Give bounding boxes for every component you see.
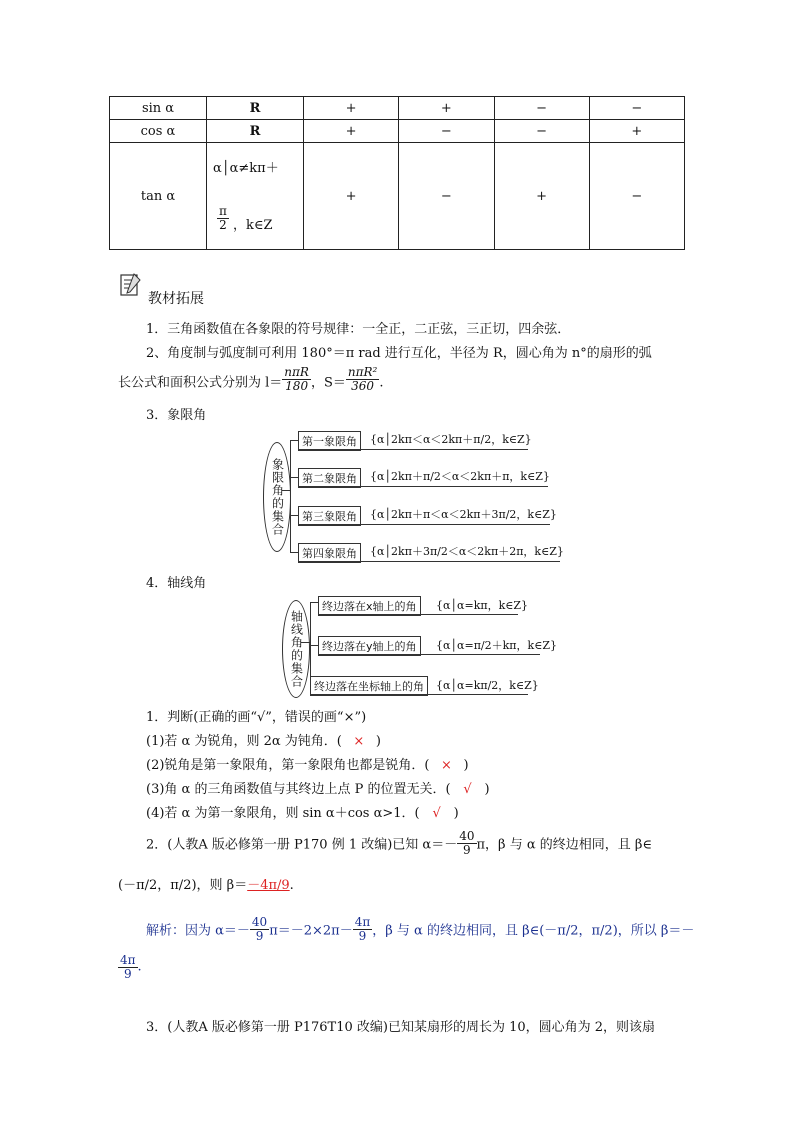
exercise-1-3: (3)角 α 的三角函数值与其终边上点 P 的位置无关．( √ ) (146, 782, 490, 797)
sign-cell: + (304, 143, 399, 250)
quadrant-label-1: 第一象限角 (298, 431, 361, 451)
table-row (110, 143, 685, 250)
item-2-line1: 2、角度制与弧度制可利用 180°＝π rad 进行互化，半径为 R，圆心角为 n°的扇形的弧 (146, 346, 652, 361)
sign-cell: − (494, 120, 589, 143)
sign-cell: − (589, 97, 684, 120)
domain-cell: R (207, 120, 304, 143)
axis-set-3: {α│α=kπ/2，k∈Z} (436, 679, 539, 692)
quadrant-set-3: {α│2kπ＋π＜α＜2kπ＋3π/2，k∈Z} (370, 508, 557, 521)
section-title: 教材拓展 (148, 291, 204, 307)
fn-cell: tan α (110, 143, 207, 250)
sign-cell: + (304, 97, 399, 120)
item-1: 1．三角函数值在各象限的符号规律：一全正，二正弦，三正切，四余弦． (146, 322, 571, 337)
item-4: 4．轴线角 (146, 576, 207, 591)
domain-line1: α│α≠kπ＋ (213, 161, 279, 176)
sign-cell: + (304, 120, 399, 143)
axis-set-1: {α│α=kπ，k∈Z} (436, 599, 529, 612)
sign-cell: + (589, 120, 684, 143)
quadrant-set-1: {α│2kπ＜α＜2kπ＋π/2，k∈Z} (370, 433, 532, 446)
sign-table (109, 96, 685, 250)
exercise-1-1: (1)若 α 为锐角，则 2α 为钝角．( × ) (146, 734, 381, 749)
sign-cell: − (399, 120, 494, 143)
solution-line2: $\frac{4\pi}{9}$ . (120, 953, 142, 981)
quadrant-label-3: 第三象限角 (298, 506, 361, 526)
quadrant-set-2: {α│2kπ＋π/2＜α＜2kπ＋π，k∈Z} (370, 470, 550, 483)
exercise-2-line1: 2．(人教A 版必修第一册 P170 例 1 改编)已知 α＝－ $\frac{40}{9}$ π，β 与 α 的终边相同，且 β∈ (146, 829, 653, 857)
quadrant-label-4: 第四象限角 (298, 543, 361, 563)
axis-oval: 轴线角的集合 (282, 600, 310, 698)
table-row (110, 120, 685, 143)
domain-tail: ，k∈Z (233, 218, 273, 233)
fn-cell: sin α (110, 97, 207, 120)
sign-cell: − (589, 143, 684, 250)
axis-set-2: {α│α=π/2＋kπ，k∈Z} (436, 639, 557, 652)
exercise-3: 3．(人教A 版必修第一册 P176T10 改编)已知某扇形的周长为 10，圆心角为 2，则该扇 (146, 1020, 656, 1035)
sign-cell: + (494, 143, 589, 250)
sign-cell: − (399, 143, 494, 250)
axis-label-2: 终边落在y轴上的角 (318, 636, 421, 656)
quadrant-oval: 象限角的集合 (263, 442, 291, 552)
domain-fraction: π 2 (217, 205, 229, 232)
table-row (110, 97, 685, 120)
axis-label-1: 终边落在x轴上的角 (318, 596, 421, 616)
quadrant-set-4: {α│2kπ＋3π/2＜α＜2kπ＋2π，k∈Z} (370, 545, 564, 558)
domain-cell: R (207, 97, 304, 120)
exercise-1-2: (2)锐角是第一象限角，第一象限角也都是锐角．( × ) (146, 758, 469, 773)
solution-line1: 解析：因为 α＝－ $\frac{40}{9}$ π＝－2×2π－ $\frac{4\pi}{9}$ ，β 与 α 的终边相同，且 β∈(－π/2，π/2)，所以 β＝－ (146, 915, 695, 943)
answer-cross: × (441, 758, 452, 773)
item-2-line2: 长公式和面积公式分别为 l＝ $\frac{\text{nπR}}{180}$ ，S＝ $\frac{\text{nπR²}}{360}$ . (118, 365, 384, 393)
exercise-2-line2: (－π/2，π/2)，则 β＝－4π/9. (118, 878, 294, 893)
axis-label-3: 终边落在坐标轴上的角 (310, 676, 428, 696)
sign-cell: + (399, 97, 494, 120)
sign-cell: − (494, 97, 589, 120)
answer-check: √ (463, 782, 472, 797)
answer-cross: × (353, 734, 365, 749)
item-3: 3．象限角 (146, 408, 207, 423)
quadrant-label-2: 第二象限角 (298, 468, 361, 488)
domain-cell (207, 143, 304, 250)
answer-beta: －4π/9 (247, 878, 290, 893)
exercise-1-4: (4)若 α 为第一象限角，则 sin α＋cos α>1．( √ ) (146, 806, 459, 821)
exercise-1-title: 1．判断(正确的画“√”，错误的画“×”) (146, 710, 367, 725)
notebook-icon (118, 272, 142, 298)
fn-cell: cos α (110, 120, 207, 143)
answer-check: √ (432, 806, 441, 821)
